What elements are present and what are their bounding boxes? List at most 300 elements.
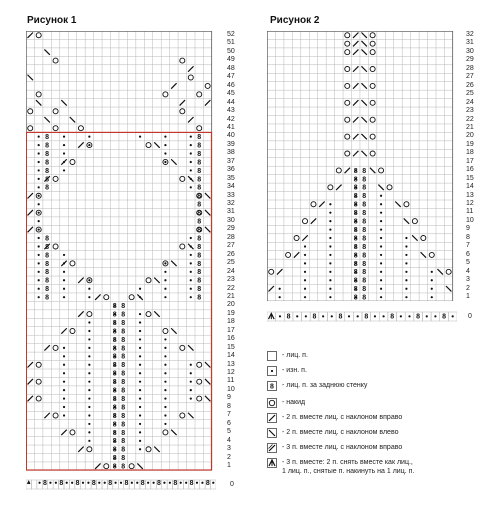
symbol-dot	[63, 406, 65, 408]
symbol-circle	[28, 126, 33, 131]
symbol-8	[45, 295, 49, 302]
svg-text:8: 8	[197, 201, 202, 209]
symbol-dot	[82, 482, 84, 484]
figure2-row-number: 32	[466, 31, 474, 38]
svg-text:8: 8	[59, 480, 64, 488]
symbol-circle	[370, 41, 375, 46]
symbol-dot	[139, 364, 141, 366]
symbol-dot	[38, 262, 40, 264]
figure1-row-number: 11	[227, 377, 235, 385]
svg-text:8: 8	[121, 362, 126, 370]
symbol-circle	[53, 345, 58, 350]
symbol-backslash	[188, 345, 193, 350]
symbol-dot	[88, 288, 90, 290]
figure1-row-number: 44	[227, 98, 235, 106]
symbol-dot	[139, 338, 141, 340]
symbol-dot	[63, 381, 65, 383]
figure1-row-number: 48	[227, 64, 235, 72]
symbol-dot	[63, 347, 65, 349]
symbol-dot	[357, 315, 359, 317]
symbol-8	[124, 480, 128, 487]
symbol-8	[416, 314, 420, 321]
symbol-8	[197, 202, 201, 209]
svg-text:8: 8	[45, 277, 50, 285]
figure1-row-number: 36	[227, 166, 235, 174]
symbol-dot	[190, 381, 192, 383]
symbol-slash	[336, 185, 341, 190]
symbol-dot	[164, 355, 166, 357]
svg-text:8: 8	[45, 252, 50, 260]
svg-text:8: 8	[197, 269, 202, 277]
symbol-8	[362, 235, 366, 242]
symbol-circle	[70, 328, 75, 333]
symbol-8	[362, 219, 366, 226]
svg-text:8: 8	[197, 277, 202, 285]
symbol-dot	[63, 161, 65, 163]
figure1-row-number: 13	[227, 360, 235, 368]
symbol-8	[121, 354, 125, 361]
symbol-8	[113, 404, 117, 411]
symbol-circle	[146, 278, 151, 283]
symbol-dot	[38, 169, 40, 171]
figure2-base-row	[267, 311, 457, 323]
symbol-dot	[164, 136, 166, 138]
symbol-dot	[380, 245, 382, 247]
symbol-dot	[63, 397, 65, 399]
figure1-row-number: 14	[227, 352, 235, 360]
symbol-dot	[405, 245, 407, 247]
figure2-row-number: 28	[466, 64, 474, 72]
figure2-row-number: 26	[466, 81, 474, 89]
symbol-circle	[412, 219, 417, 224]
symbol-circle	[197, 126, 202, 131]
figure1-row-number: 32	[227, 200, 235, 207]
symbol-dot	[38, 203, 40, 205]
symbol-dot	[88, 414, 90, 416]
symbol-8	[141, 480, 145, 487]
symbol-dot	[49, 482, 51, 484]
figure2-row-number: 2	[466, 284, 470, 292]
svg-text:8: 8	[112, 446, 117, 454]
symbol-dot	[190, 136, 192, 138]
figure1-row-number: 6	[227, 419, 231, 427]
symbol-backslash	[361, 49, 366, 54]
figure1-row-number: 19	[227, 309, 235, 317]
symbol-8	[354, 227, 358, 234]
svg-text:8: 8	[91, 480, 96, 488]
symbol-backslash	[361, 151, 366, 156]
symbol-backslash	[28, 75, 33, 80]
symbol-8	[197, 142, 201, 149]
legend-symbol-empty-icon	[267, 351, 277, 361]
symbol-circle	[345, 151, 350, 156]
symbol-backslash	[438, 269, 443, 274]
symbol-backslash	[205, 396, 210, 401]
symbol-dot	[139, 330, 141, 332]
symbol-dot	[190, 245, 192, 247]
symbol-circle	[104, 295, 109, 300]
symbol-8	[338, 314, 342, 321]
figure2-row-number: 1	[466, 292, 470, 300]
figure1-row-number: 10	[227, 385, 235, 393]
symbol-dot	[38, 279, 40, 281]
symbol-circle	[70, 159, 75, 164]
symbol-backslash	[154, 311, 159, 316]
symbol-dot	[201, 482, 203, 484]
symbol-dot	[380, 237, 382, 239]
symbol-dot	[169, 482, 171, 484]
symbol-circle	[36, 362, 41, 367]
svg-text:8: 8	[353, 218, 358, 226]
svg-text:8: 8	[353, 252, 358, 260]
svg-text:8: 8	[75, 480, 80, 488]
symbol-dot	[426, 315, 428, 317]
symbol-dot	[38, 195, 40, 197]
symbol-dot	[88, 372, 90, 374]
symbol-dot	[38, 144, 40, 146]
symbol-dot	[190, 178, 192, 180]
symbol-circle	[446, 269, 451, 274]
symbol-8	[121, 345, 125, 352]
symbol-backslash	[205, 379, 210, 384]
symbol-8	[354, 269, 358, 276]
symbol-8	[121, 371, 125, 378]
figure1-row-number: 22	[227, 284, 235, 292]
svg-text:8: 8	[45, 150, 50, 158]
symbol-dot	[380, 271, 382, 273]
symbol-dot	[164, 414, 166, 416]
symbol-8	[113, 438, 117, 445]
svg-text:8: 8	[45, 286, 50, 294]
symbol-slash	[353, 49, 358, 54]
svg-text:8: 8	[197, 184, 202, 192]
figure2-row-number: 21	[466, 123, 474, 131]
svg-text:8: 8	[362, 193, 367, 201]
svg-text:8: 8	[112, 438, 117, 446]
figure2-row-number: 13	[466, 191, 474, 199]
symbol-8	[197, 286, 201, 293]
legend-text: - 2 п. вместе лиц. с наклоном влево	[282, 429, 399, 436]
symbol-slash	[44, 413, 49, 418]
symbol-dot	[452, 315, 454, 317]
symbol-circle	[370, 117, 375, 122]
svg-text:8: 8	[112, 429, 117, 437]
symbol-dot	[164, 152, 166, 154]
figure1-row-number: 31	[227, 208, 235, 216]
symbol-8	[173, 480, 177, 487]
legend-text: - лиц. п.	[282, 352, 308, 359]
figure2-row-number: 3	[466, 276, 470, 284]
symbol-dot	[322, 315, 324, 317]
symbol-circle	[379, 168, 384, 173]
symbol-8	[197, 261, 201, 268]
symbol-8	[121, 379, 125, 386]
symbol-backslash	[361, 134, 366, 139]
legend-item	[267, 458, 414, 476]
symbol-slash	[95, 294, 100, 299]
svg-text:8: 8	[197, 134, 202, 142]
symbol-dot	[380, 262, 382, 264]
symbol-8	[113, 328, 117, 335]
symbol-dot	[139, 440, 141, 442]
svg-text:8: 8	[112, 311, 117, 319]
figure2-row-number: 29	[466, 56, 474, 64]
symbol-dot	[139, 347, 141, 349]
legend-text: - накид	[282, 399, 306, 406]
symbol-8	[362, 286, 366, 293]
svg-text:8: 8	[112, 319, 117, 327]
symbol-dot	[431, 296, 433, 298]
svg-text:8: 8	[197, 243, 202, 251]
symbol-8	[45, 269, 49, 276]
symbol-circle	[146, 312, 151, 317]
symbol-dot	[329, 262, 331, 264]
symbol-8	[113, 430, 117, 437]
symbol-dot	[405, 288, 407, 290]
svg-text:8: 8	[112, 328, 117, 336]
svg-text:8: 8	[362, 260, 367, 268]
symbol-dot	[164, 397, 166, 399]
symbol-dot	[88, 406, 90, 408]
symbol-dot	[380, 195, 382, 197]
legend-item	[267, 413, 402, 423]
symbol-circle	[53, 109, 58, 114]
svg-text:8: 8	[353, 167, 358, 175]
symbol-8	[362, 202, 366, 209]
symbol-dot	[63, 254, 65, 256]
symbol-circle	[36, 92, 41, 97]
figure1-row-number: 16	[227, 335, 235, 343]
symbol-8	[113, 396, 117, 403]
symbol-backslash	[154, 447, 159, 452]
symbol-dot	[329, 288, 331, 290]
symbol-dot	[304, 288, 306, 290]
symbol-dot	[139, 397, 141, 399]
symbol-slash	[78, 447, 83, 452]
symbol-dot	[139, 372, 141, 374]
symbol-circle	[345, 83, 350, 88]
svg-text:8: 8	[286, 313, 291, 321]
legend-text: - 2 п. вместе лиц. с наклоном вправо	[282, 414, 403, 421]
symbol-8	[313, 314, 317, 321]
symbol-dot	[38, 254, 40, 256]
symbol-dot	[190, 271, 192, 273]
svg-text:8: 8	[353, 235, 358, 243]
symbol-dot	[98, 482, 100, 484]
svg-text:8: 8	[362, 243, 367, 251]
symbol-8	[442, 314, 446, 321]
svg-text:8: 8	[362, 176, 367, 184]
symbol-dot	[88, 381, 90, 383]
symbol-backslash	[412, 235, 417, 240]
symbol-slash3	[269, 445, 276, 452]
symbol-8	[121, 320, 125, 327]
symbol-dot	[190, 237, 192, 239]
symbol-8	[113, 388, 117, 395]
symbol-dot	[380, 254, 382, 256]
symbol-slash	[28, 396, 33, 401]
symbol-8	[362, 295, 366, 301]
symbol-dot	[374, 315, 376, 317]
symbol-dot	[120, 482, 122, 484]
symbol-circle	[269, 269, 274, 274]
symbol-slash	[205, 100, 210, 105]
svg-text:8: 8	[197, 142, 202, 150]
symbol-dot	[190, 372, 192, 374]
symbol-8	[121, 438, 125, 445]
symbol-dot	[63, 271, 65, 273]
symbol-dot	[304, 271, 306, 273]
symbol-dot	[88, 144, 90, 146]
symbol-slash	[28, 227, 33, 232]
symbol-8	[354, 176, 358, 183]
symbol-circle	[370, 66, 375, 71]
symbol-slash	[28, 379, 33, 384]
svg-text:8: 8	[362, 235, 367, 243]
figure1-row-number: 42	[227, 115, 235, 123]
figure1-row-number: 24	[227, 267, 235, 275]
legend-symbol-arrow-icon	[267, 458, 277, 468]
svg-text:8: 8	[362, 294, 367, 301]
symbol-8	[45, 185, 49, 192]
svg-text:8: 8	[112, 370, 117, 378]
symbol-dot	[88, 389, 90, 391]
symbol-circle	[205, 83, 210, 88]
symbol-circle	[302, 219, 307, 224]
symbol-slash	[28, 193, 33, 198]
figure1-row-number: 3	[227, 445, 231, 453]
symbol-dot	[63, 355, 65, 357]
figure2-row-number: 11	[466, 208, 474, 216]
symbol-8	[197, 151, 201, 158]
symbol-dot	[329, 254, 331, 256]
symbol-backslash	[205, 227, 210, 232]
symbol-dot	[88, 279, 90, 281]
legend-text: - лиц. п. за заднюю стенку	[282, 382, 368, 389]
symbol-dot	[38, 178, 40, 180]
symbol-dot	[380, 212, 382, 214]
svg-text:8: 8	[121, 345, 126, 353]
symbol-slash	[180, 100, 185, 105]
symbol-dot	[38, 296, 40, 298]
svg-text:8: 8	[442, 313, 446, 321]
symbol-8	[45, 261, 49, 268]
symbol-dot	[279, 288, 281, 290]
symbol-dot	[304, 279, 306, 281]
symbol-dot	[190, 144, 192, 146]
symbol-circle	[197, 396, 202, 401]
symbol-slash	[353, 83, 358, 88]
svg-text:8: 8	[45, 142, 50, 150]
symbol-dot	[88, 330, 90, 332]
symbol-slash	[353, 151, 358, 156]
svg-text:8: 8	[112, 345, 117, 353]
symbol-circle	[53, 244, 58, 249]
symbol-circle	[36, 396, 41, 401]
symbol-8	[354, 286, 358, 293]
svg-text:8: 8	[197, 260, 202, 268]
symbol-backslash	[171, 159, 176, 164]
symbol-8	[45, 278, 49, 285]
symbol-dot	[164, 406, 166, 408]
svg-text:8: 8	[121, 336, 126, 344]
svg-text:8: 8	[353, 286, 358, 294]
symbol-dot	[380, 296, 382, 298]
symbol-dot	[164, 296, 166, 298]
symbol-dot	[164, 364, 166, 366]
symbol-dot	[296, 315, 298, 317]
symbol-dot	[304, 254, 306, 256]
symbol-8	[45, 244, 49, 251]
symbol-dot	[88, 136, 90, 138]
svg-text:8: 8	[121, 412, 126, 420]
symbol-8	[364, 314, 368, 321]
svg-text:8: 8	[353, 184, 358, 192]
legend-symbol-backslash-icon	[267, 428, 277, 438]
figure2-title: Рисунок 2	[270, 15, 320, 26]
symbol-dot	[431, 279, 433, 281]
symbol-8	[157, 480, 161, 487]
symbol-circle	[345, 50, 350, 55]
svg-text:8: 8	[45, 159, 50, 167]
symbol-8	[362, 244, 366, 251]
symbol-8	[354, 210, 358, 217]
svg-text:8: 8	[112, 303, 117, 311]
symbol-dot	[279, 315, 281, 317]
symbol-dot	[63, 288, 65, 290]
symbol-8	[362, 193, 366, 200]
symbol-8	[362, 210, 366, 217]
symbol-dot	[212, 482, 214, 484]
symbol-slash	[28, 362, 33, 367]
svg-text:8: 8	[45, 167, 50, 175]
symbol-circle	[87, 447, 92, 452]
figure1-row-number: 5	[227, 428, 231, 436]
symbol-circle	[36, 33, 41, 38]
symbol-dot	[88, 321, 90, 323]
svg-text:8: 8	[197, 235, 202, 243]
symbol-backslash	[171, 261, 176, 266]
symbol-backslash	[44, 49, 49, 54]
svg-text:8: 8	[353, 201, 358, 209]
symbol-dot	[190, 279, 192, 281]
symbol-dot	[431, 271, 433, 273]
svg-text:8: 8	[121, 404, 126, 412]
symbol-8	[113, 371, 117, 378]
symbol-dot	[190, 364, 192, 366]
symbol-dot	[38, 228, 40, 230]
svg-text:8: 8	[353, 243, 358, 251]
symbol-8	[45, 235, 49, 242]
symbol-backslash	[154, 142, 159, 147]
symbol-slash	[44, 345, 49, 350]
symbol-8	[354, 252, 358, 259]
symbol-dot	[380, 288, 382, 290]
symbol-dot	[434, 315, 436, 317]
symbol-backslash	[70, 117, 75, 122]
symbol-dot	[139, 448, 141, 450]
svg-text:8: 8	[205, 480, 210, 488]
figure2-row-number: 19	[466, 140, 474, 148]
svg-text:8: 8	[112, 412, 117, 420]
symbol-8	[113, 354, 117, 361]
symbol-backslash	[361, 41, 366, 46]
svg-text:8: 8	[140, 480, 145, 488]
svg-text:8: 8	[173, 480, 178, 488]
symbol-dot	[329, 203, 331, 205]
symbol-dot	[305, 315, 307, 317]
legend-item	[267, 351, 308, 361]
